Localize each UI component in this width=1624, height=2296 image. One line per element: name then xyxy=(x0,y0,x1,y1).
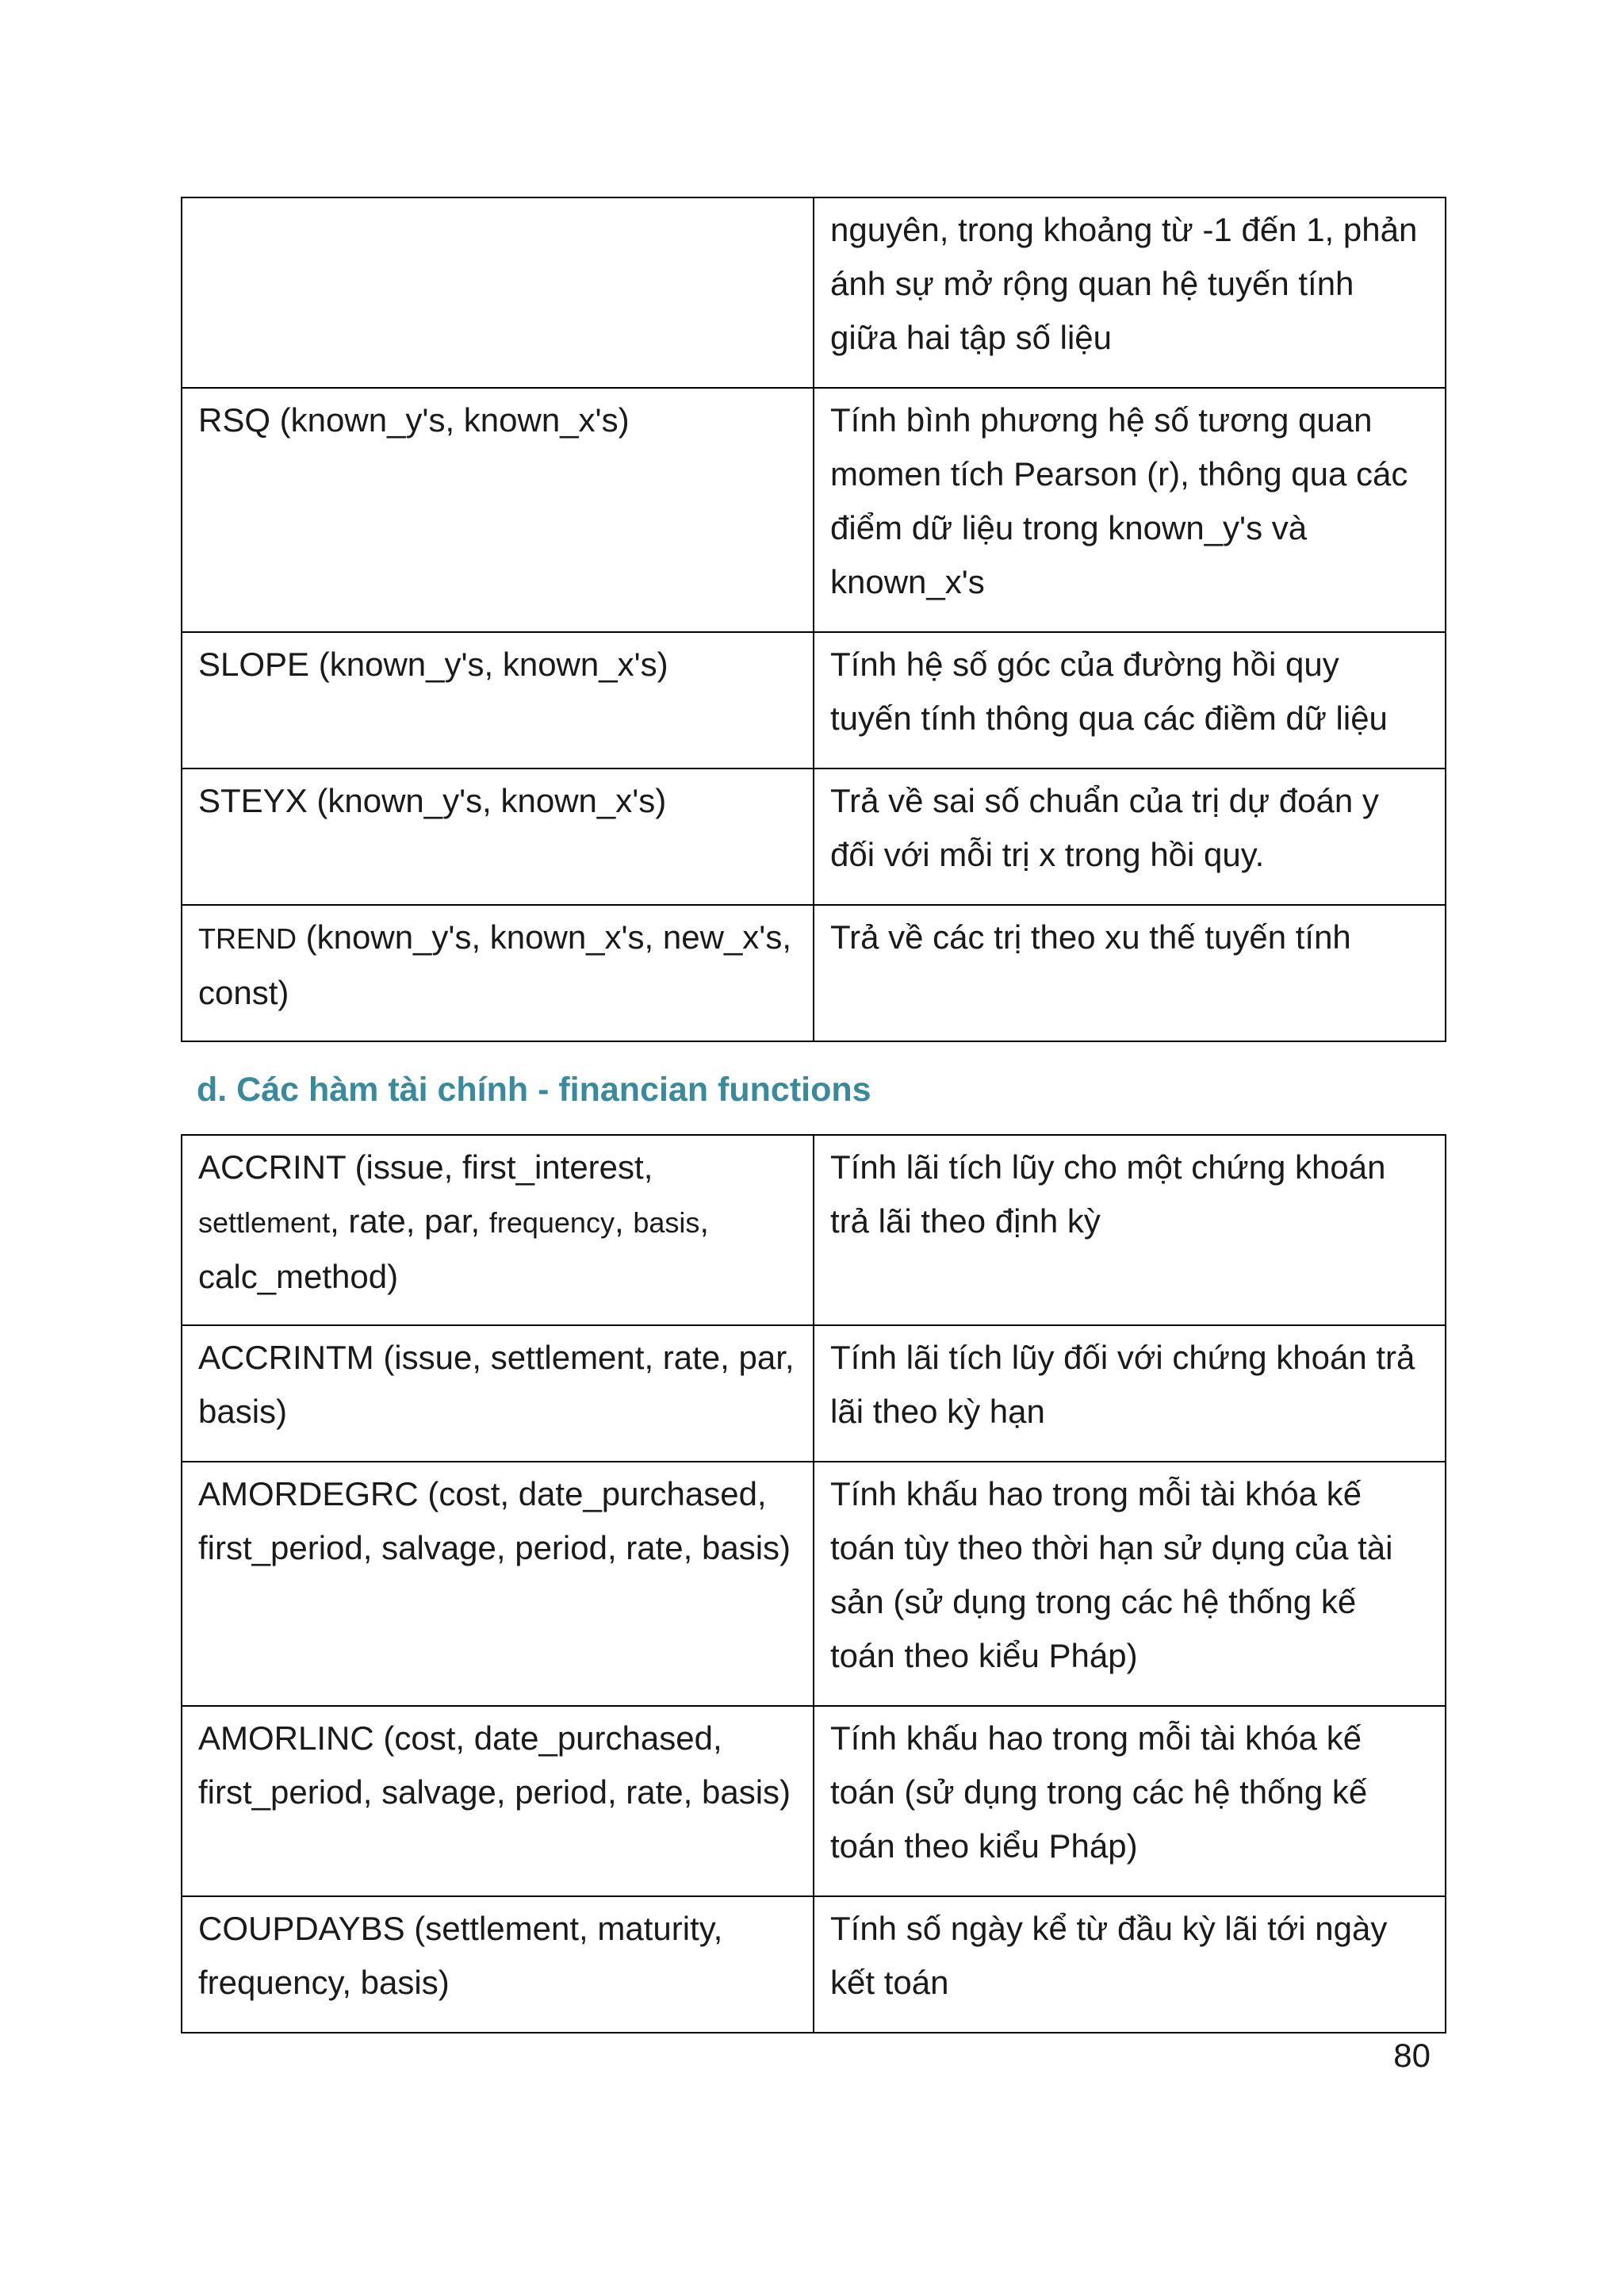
function-name: TREND xyxy=(198,922,297,955)
function-cell: AMORLINC (cost, date_purchased, first_period, salvage, period, rate, basis) xyxy=(182,1706,814,1896)
table-row xyxy=(182,1896,1446,2033)
table-row xyxy=(182,905,1446,1041)
function-text: frequency xyxy=(488,1206,615,1239)
description-cell: nguyên, trong khoảng từ -1 đến 1, phản ánh sự mở rộng quan hệ tuyến tính giữa hai tập số liệu xyxy=(814,197,1446,388)
description-cell: Tính hệ số góc của đường hồi quy tuyến tính thông qua các điềm dữ liệu xyxy=(814,632,1446,769)
statistical-functions-table-continued xyxy=(181,197,1446,1042)
description-cell: Tính số ngày kể từ đầu kỳ lãi tới ngày kết toán xyxy=(814,1896,1446,2033)
financial-functions-table xyxy=(181,1134,1446,2033)
function-cell xyxy=(182,905,814,1041)
function-cell: ACCRINTM (issue, settlement, rate, par, basis) xyxy=(182,1325,814,1462)
function-args: (known_y's, known_x's, new_x's, const) xyxy=(198,918,791,1011)
table-row xyxy=(182,1135,1446,1325)
table-row xyxy=(182,388,1446,632)
table-row xyxy=(182,1325,1446,1462)
description-cell: Tính khấu hao trong mỗi tài khóa kế toán (sử dụng trong các hệ thống kế toán theo kiểu Pháp) xyxy=(814,1706,1446,1896)
table-row xyxy=(182,1462,1446,1706)
function-text: ACCRINT (issue, first_interest, xyxy=(198,1148,653,1186)
function-text: , rate, par, xyxy=(330,1202,489,1240)
function-cell: COUPDAYBS (settlement, maturity, frequency, basis) xyxy=(182,1896,814,2033)
function-text: settlement xyxy=(198,1206,331,1239)
description-cell: Tính lãi tích lũy đối với chứng khoán trả lãi theo kỳ hạn xyxy=(814,1325,1446,1462)
table-row xyxy=(182,769,1446,905)
section-heading: d. Các hàm tài chính - financian functions xyxy=(197,1071,871,1109)
function-cell: AMORDEGRC (cost, date_purchased, first_period, salvage, period, rate, basis) xyxy=(182,1462,814,1706)
description-cell: Tính bình phương hệ số tương quan momen tích Pearson (r), thông qua các điểm dữ liệu trong known_y's và known_x's xyxy=(814,388,1446,632)
description-cell: Tính lãi tích lũy cho một chứng khoán trả lãi theo định kỳ xyxy=(814,1135,1446,1325)
page-number: 80 xyxy=(1393,2037,1431,2074)
function-text: , xyxy=(614,1202,634,1240)
description-cell: Trả về các trị theo xu thế tuyến tính xyxy=(814,905,1446,1041)
function-cell: RSQ (known_y's, known_x's) xyxy=(182,388,814,632)
function-cell xyxy=(182,1135,814,1325)
description-cell: Trả về sai số chuẩn của trị dự đoán y đối với mỗi trị x trong hồi quy. xyxy=(814,769,1446,905)
function-text: , calc_method) xyxy=(198,1202,710,1295)
table-row xyxy=(182,197,1446,388)
table-row xyxy=(182,632,1446,769)
description-cell: Tính khấu hao trong mỗi tài khóa kế toán tùy theo thời hạn sử dụng của tài sản (sử dụng trong các hệ thống kế toán theo kiểu Pháp) xyxy=(814,1462,1446,1706)
function-text: basis xyxy=(633,1206,700,1239)
function-cell: STEYX (known_y's, known_x's) xyxy=(182,769,814,905)
function-cell xyxy=(182,197,814,388)
function-cell: SLOPE (known_y's, known_x's) xyxy=(182,632,814,769)
table-row xyxy=(182,1706,1446,1896)
